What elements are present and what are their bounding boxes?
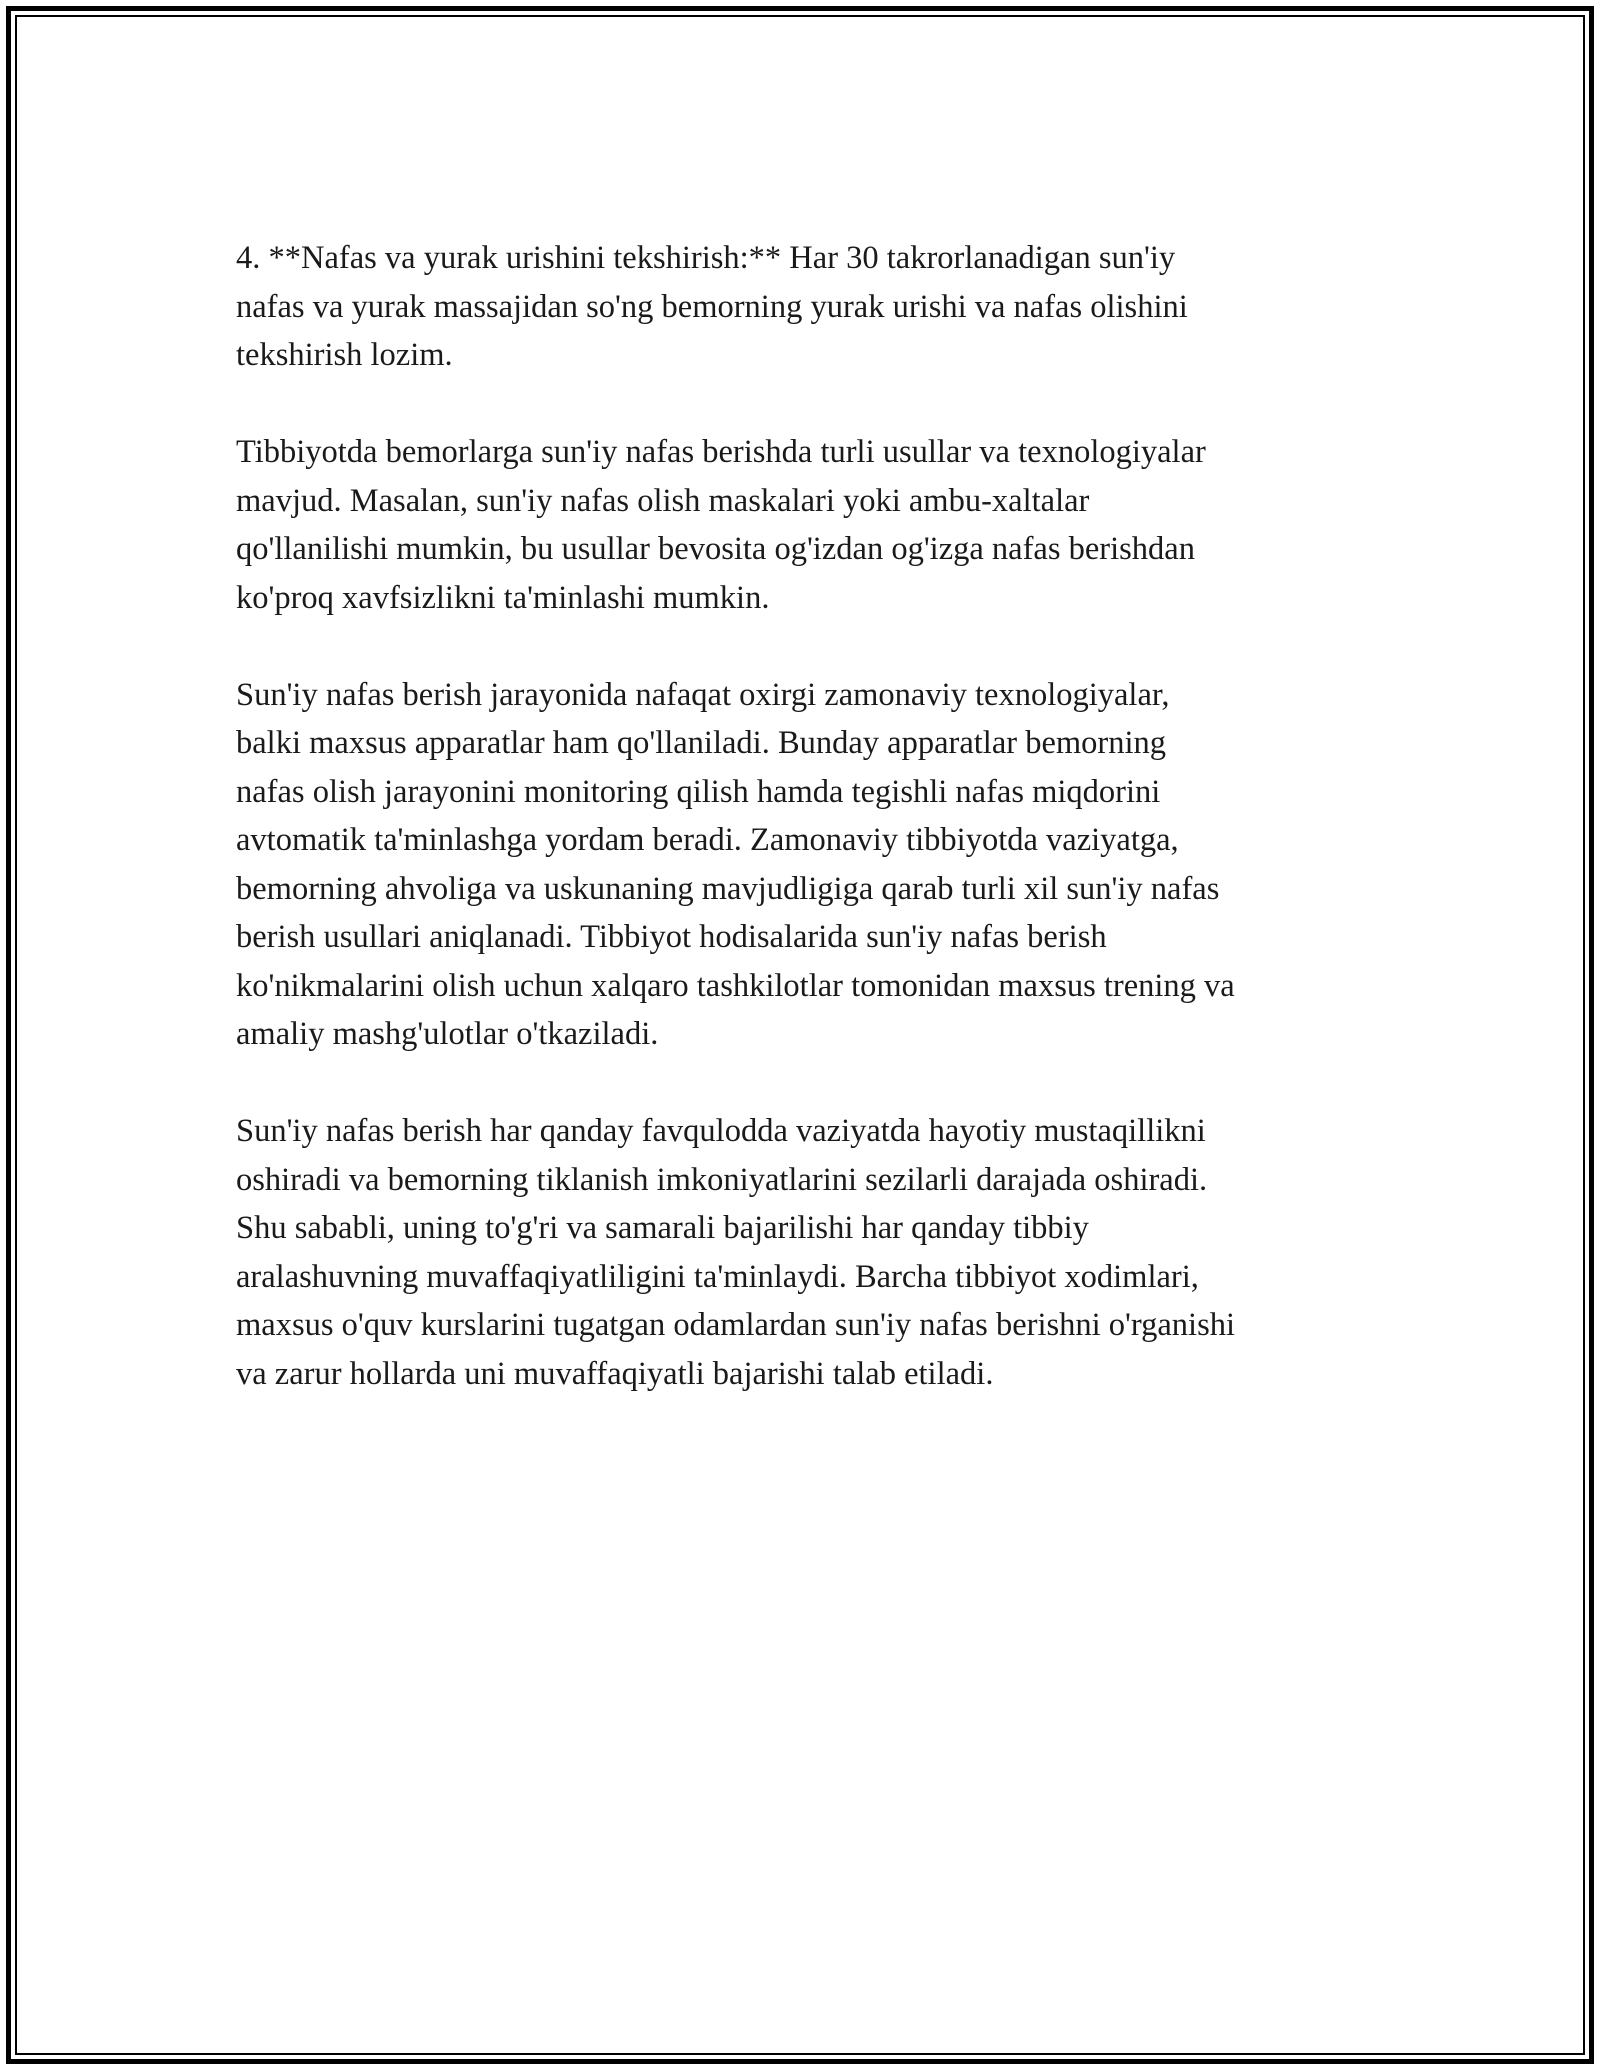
text-line: mavjud. Masalan, sun'iy nafas olish maskalari yoki ambu-xaltalar bbox=[236, 482, 1090, 519]
text-line: va zarur hollarda uni muvaffaqiyatli bajarishi talab etiladi. bbox=[236, 1355, 994, 1392]
text-line: berish usullari aniqlanadi. Tibbiyot hodisalarida sun'iy nafas berish bbox=[236, 919, 1107, 955]
text-line: Tibbiyotda bemorlarga sun'iy nafas berishda turli usullar va texnologiyalar bbox=[236, 434, 1206, 470]
text-line: Shu sababli, uning to'g'ri va samarali bajarilishi har qanday tibbiy bbox=[236, 1210, 1089, 1246]
text-line: ko'proq xavfsizlikni ta'minlashi mumkin. bbox=[236, 579, 770, 616]
paragraph-conclusion bbox=[236, 1107, 1386, 1398]
text-line: balki maxsus apparatlar ham qo'llaniladi. Bunday apparatlar bemorning bbox=[236, 725, 1167, 761]
text-line: nafas va yurak massajidan so'ng bemorning yurak urishi va nafas olishini bbox=[236, 288, 1188, 325]
text-line: nafas olish jarayonini monitoring qilish hamda tegishli nafas miqdorini bbox=[236, 773, 1161, 810]
text-line: oshiradi va bemorning tiklanish imkoniyatlarini sezilarli darajada oshiradi. bbox=[236, 1161, 1208, 1198]
text-line: qo'llanilishi mumkin, bu usullar bevosita og'izdan og'izga nafas berishdan bbox=[236, 531, 1195, 567]
text-line: 4. **Nafas va yurak urishini tekshirish:** Har 30 takrorlanadigan sun'iy bbox=[236, 240, 1176, 276]
text-line: ko'nikmalarini olish uchun xalqaro tashkilotlar tomonidan maxsus trening va bbox=[236, 967, 1235, 1004]
document-body bbox=[236, 234, 1386, 1447]
paragraph-methods bbox=[236, 428, 1386, 622]
text-line: tekshirish lozim. bbox=[236, 337, 453, 373]
text-line: bemorning ahvoliga va uskunaning mavjudligiga qarab turli xil sun'iy nafas bbox=[236, 870, 1220, 907]
text-line: Sun'iy nafas berish jarayonida nafaqat oxirgi zamonaviy texnologiyalar, bbox=[236, 676, 1170, 713]
paragraph-equipment bbox=[236, 671, 1386, 1059]
text-line: aralashuvning muvaffaqiyatliligini ta'minlaydi. Barcha tibbiyot xodimlari, bbox=[236, 1258, 1199, 1295]
text-line: amaliy mashg'ulotlar o'tkaziladi. bbox=[236, 1016, 659, 1052]
text-line: maxsus o'quv kurslarini tugatgan odamlardan sun'iy nafas berishni o'rganishi bbox=[236, 1307, 1236, 1343]
paragraph-vital-check bbox=[236, 234, 1386, 380]
text-line: Sun'iy nafas berish har qanday favqulodda vaziyatda hayotiy mustaqillikni bbox=[236, 1113, 1206, 1149]
text-line: avtomatik ta'minlashga yordam beradi. Zamonaviy tibbiyotda vaziyatga, bbox=[236, 822, 1179, 858]
